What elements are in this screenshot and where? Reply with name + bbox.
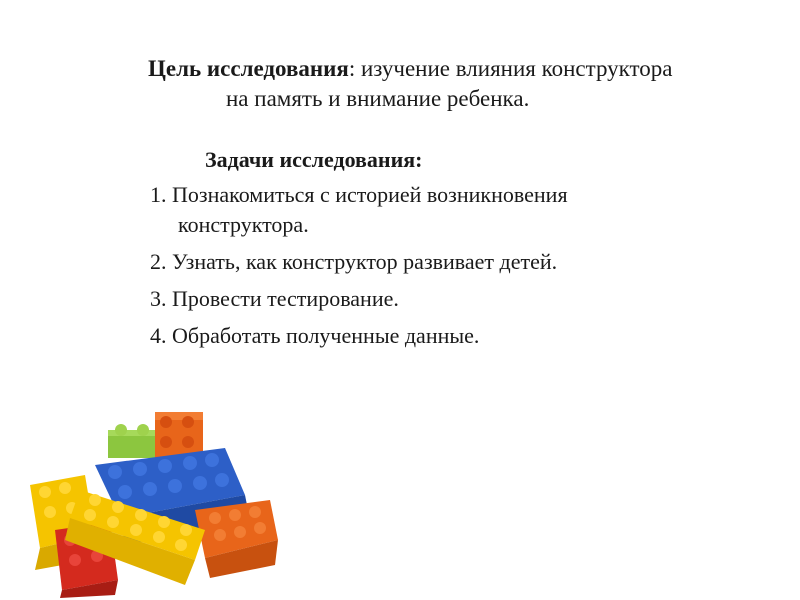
goal-text-line2: на память и внимание ребенка. (226, 86, 530, 111)
task-text-continued: конструктора. (178, 212, 309, 237)
task-item (150, 284, 710, 314)
task-text: Провести тестирование. (172, 286, 399, 311)
research-goal (148, 54, 778, 114)
goal-label: Цель исследования (148, 56, 349, 81)
orange-brick-bottom (195, 500, 278, 578)
toy-bricks-icon (0, 400, 300, 600)
task-text: Обработать полученные данные. (172, 323, 480, 348)
task-item (150, 321, 710, 351)
task-item (150, 247, 710, 277)
task-text: Познакомиться с историей возникновения (172, 182, 568, 207)
task-text: Узнать, как конструктор развивает детей. (172, 249, 558, 274)
task-number: 1. (150, 182, 167, 207)
task-item (150, 180, 710, 240)
tasks-heading: Задачи исследования: (205, 147, 423, 172)
task-number: 3. (150, 286, 167, 311)
task-number: 2. (150, 249, 167, 274)
tasks-list (150, 180, 710, 358)
task-number: 4. (150, 323, 167, 348)
goal-colon: : (348, 56, 356, 81)
goal-text-line1: изучение влияния конструктора (355, 56, 673, 81)
green-brick (108, 424, 158, 458)
